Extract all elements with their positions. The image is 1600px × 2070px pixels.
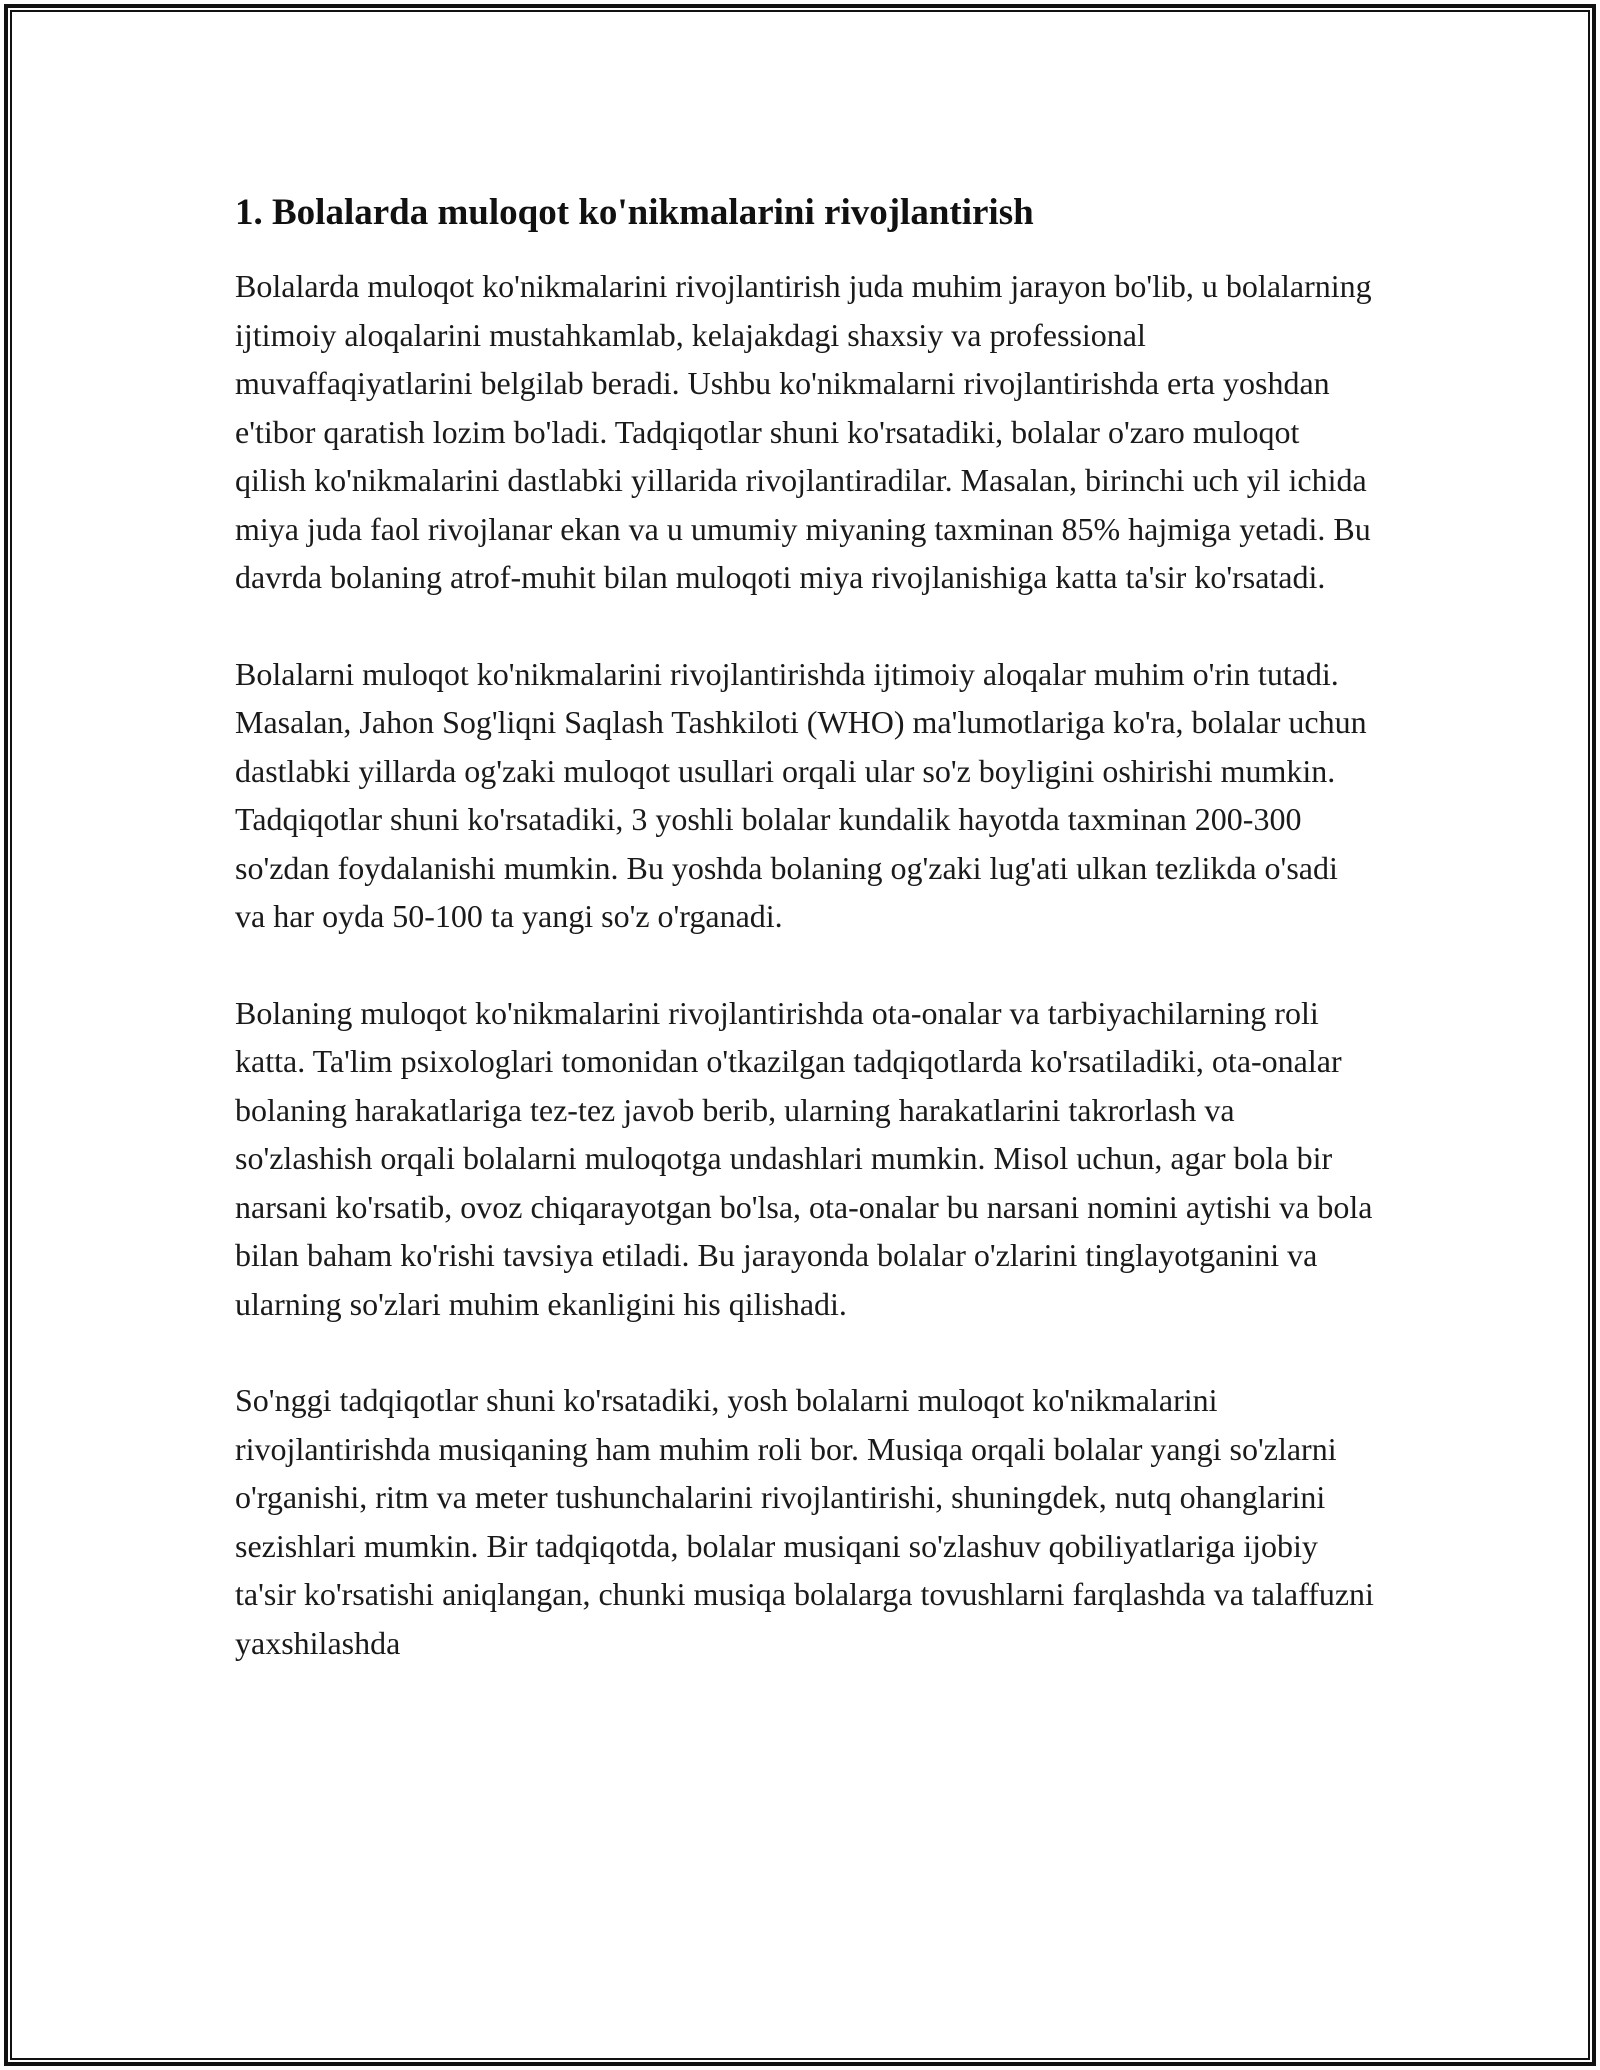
- paragraph-2: Bolalarni muloqot ko'nikmalarini rivojlantirishda ijtimoiy aloqalar muhim o'rin tutadi. Masalan, Jahon Sog'liqni Saqlash Tashkiloti (WHO) ma'lumotlariga ko'ra, bolalar uchun dastlabki yillarda og'zaki muloqot usullari orqali ular so'z boyligini oshirishi mumkin. Tadqiqotlar shuni ko'rsatadiki, 3 yoshli bolalar kundalik hayotda taxminan 200-300 so'zdan foydalanishi mumkin. Bu yoshda bolaning og'zaki lug'ati ulkan tezlikda o'sadi va har oyda 50-100 ta yangi so'z o'rganadi.: [235, 655, 1367, 934]
- paragraph-1: Bolalarda muloqot ko'nikmalarini rivojlantirish juda muhim jarayon bo'lib, u bolalarning ijtimoiy aloqalarini mustahkamlab, kelajakdagi shaxsiy va professional muvaffaqiyatlarini belgilab beradi. Ushbu ko'nikmalarni rivojlantirishda erta yoshdan e'tibor qaratish lozim bo'ladi. Tadqiqotlar shuni ko'rsatadiki, bolalar o'zaro muloqot qilish ko'nikmalarini dastlabki yillarida rivojlantiradilar. Masalan, birinchi uch yil ichida miya juda faol rivojlanar ekan va u umumiy miyaning taxminan 85% hajmiga yetadi. Bu davrda bolaning atrof-muhit bilan muloqoti miya rivojlanishiga katta ta'sir ko'rsatadi.: [235, 268, 1372, 595]
- section-heading: 1. Bolalarda muloqot ko'nikmalarini rivojlantirish: [235, 192, 1034, 233]
- paragraph-4: So'nggi tadqiqotlar shuni ko'rsatadiki, yosh bolalarni muloqot ko'nikmalarini rivojlantirishda musiqaning ham muhim roli bor. Musiqa orqali bolalar yangi so'zlarni o'rganishi, ritm va meter tushunchalarini rivojlantirishi, shuningdek, nutq ohanglarini sezishlari mumkin. Bir tadqiqotda, bolalar musiqani so'zlashuv qobiliyatlariga ijobiy ta'sir ko'rsatishi aniqlangan, chunki musiqa bolalarga tovushlarni farqlashda va talaffuzni yaxshilashda: [235, 1382, 1374, 1661]
- document-body: [235, 186, 1375, 1667]
- paragraph-3: Bolaning muloqot ko'nikmalarini rivojlantirishda ota-onalar va tarbiyachilarning roli katta. Ta'lim psixologlari tomonidan o'tkazilgan tadqiqotlarda ko'rsatiladiki, ota-onalar bolaning harakatlariga tez-tez javob berib, ularning harakatlarini takrorlash va so'zlashish orqali bolalarni muloqotga undashlari mumkin. Misol uchun, agar bola bir narsani ko'rsatib, ovoz chiqarayotgan bo'lsa, ota-onalar bu narsani nomini aytishi va bola bilan baham ko'rishi tavsiya etiladi. Bu jarayonda bolalar o'zlarini tinglayotganini va ularning so'zlari muhim ekanligini his qilishadi.: [235, 994, 1373, 1322]
